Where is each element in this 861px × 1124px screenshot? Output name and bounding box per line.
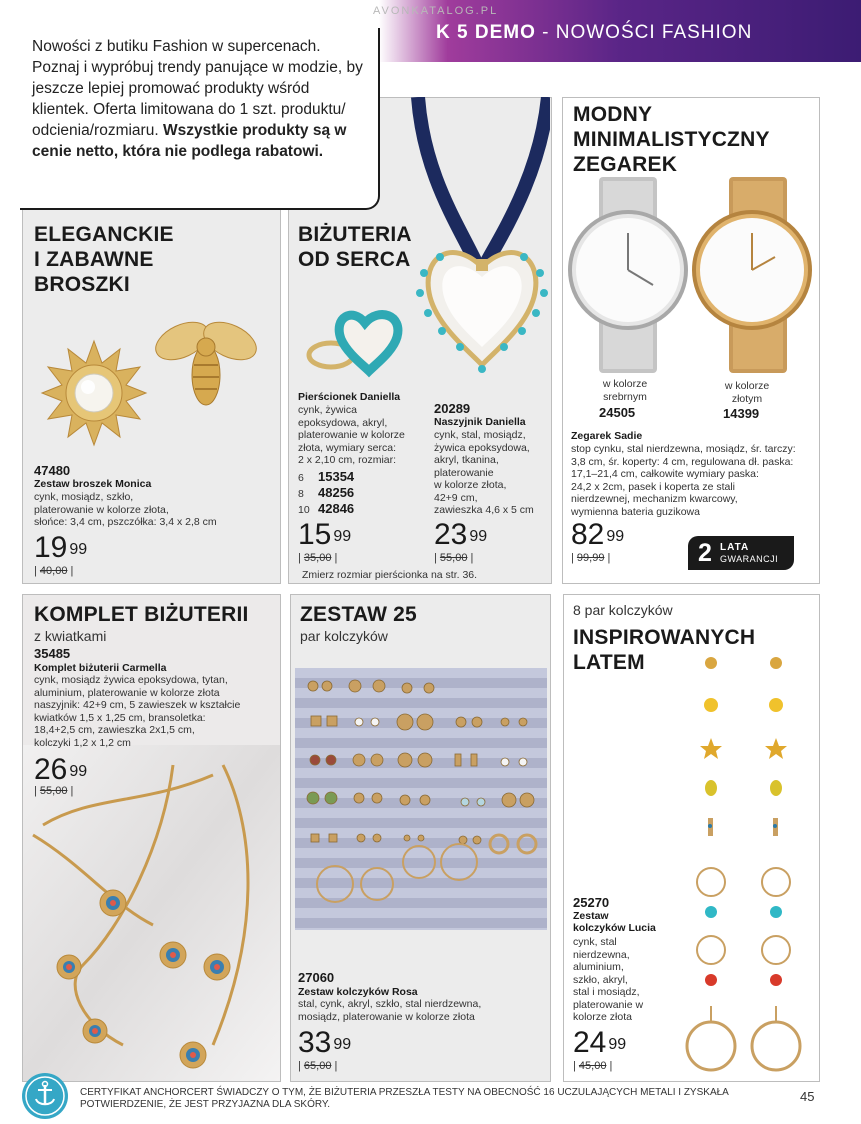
earrings8-desc-line3: aluminium, bbox=[573, 961, 624, 973]
intro-bold-text: Wszystkie produkty są w cenie netto, która nie podlega rabatowi. bbox=[32, 122, 347, 160]
warranty-badge bbox=[688, 536, 794, 570]
ring-desc-line5: 2 x 2,10 cm, rozmiar: bbox=[298, 454, 397, 466]
earrings25-desc bbox=[298, 998, 481, 1023]
ring-desc bbox=[298, 404, 405, 467]
ring-desc-line3: platerowanie w kolorze bbox=[298, 429, 405, 441]
earrings25-title: ZESTAW 25 bbox=[300, 603, 417, 626]
earrings8-desc-line5: stal i mosiądz, bbox=[573, 986, 640, 998]
ring-size-row bbox=[298, 468, 354, 484]
watch-price-main: 82 bbox=[571, 518, 605, 551]
ring-desc-line2: epoksydowa, akryl, bbox=[298, 416, 388, 429]
earrings8-name bbox=[573, 910, 656, 934]
earrings8-code: 25270 bbox=[573, 895, 610, 910]
necklace-price-cents: 99 bbox=[469, 528, 488, 545]
watermark: AVONKATALOG.PL bbox=[373, 5, 499, 17]
earrings25-old-price: | 65,00 | bbox=[298, 1060, 338, 1072]
necklace-desc-line7: zawieszka 4,6 x 5 cm bbox=[434, 504, 534, 516]
necklace-desc-line2: żywica epoksydowa, bbox=[434, 441, 530, 454]
watch-desc-line4: 24,2 x 2cm, pasek i koperta ze stali bbox=[571, 480, 735, 493]
earrings8-desc-line7: kolorze złota bbox=[573, 1011, 632, 1023]
ring-size-row bbox=[298, 484, 354, 500]
ring-old-price: | 35,00 | bbox=[298, 552, 338, 564]
necklace-price-main: 23 bbox=[434, 518, 468, 551]
heart-title-line2: OD SERCA bbox=[298, 248, 411, 271]
section-name: - NOWOŚCI FASHION bbox=[535, 22, 753, 43]
watch-desc-line2: 3,8 cm, śr. koperty: 4 cm, regulowana dł. paska: bbox=[571, 455, 794, 468]
earrings8-price-main: 24 bbox=[573, 1026, 607, 1059]
earrings25-name: Zestaw kolczyków Rosa bbox=[298, 986, 418, 998]
watch-silver-label-line2: srebrnym bbox=[603, 390, 647, 403]
earrings25-price-cents: 99 bbox=[333, 1036, 352, 1053]
necklace-desc bbox=[434, 429, 534, 517]
watch-desc-line5: nierdzewnej, mechanizm kwarcowy, bbox=[571, 493, 738, 505]
brooches-desc-line3: słońce: 3,4 cm, pszczółka: 3,4 x 2,8 cm bbox=[34, 516, 217, 528]
brooches-code: 47480 bbox=[34, 463, 71, 478]
set-desc-line2: aluminium, platerowanie w kolorze złota bbox=[34, 686, 220, 699]
watch-desc-line6: wymienna bateria guzikowa bbox=[571, 505, 700, 518]
ring-size-code: 15354 bbox=[318, 469, 355, 484]
ring-desc-line1: cynk, żywica bbox=[298, 404, 357, 416]
set-desc-line5: 18,4+2,5 cm, zawieszka 2x1,5 cm, bbox=[34, 724, 195, 736]
earrings25-old-price-value: 65,00 bbox=[303, 1060, 332, 1072]
anchorcert-logo-icon bbox=[22, 1073, 68, 1119]
brooches-title-line3: BROSZKI bbox=[34, 273, 130, 296]
earrings8-desc-line6: platerowanie w bbox=[573, 998, 644, 1011]
ring-sizes bbox=[298, 468, 354, 516]
watch-title-line1: MODNY bbox=[573, 103, 653, 126]
watch-price bbox=[571, 520, 624, 550]
ring-old-price-value: 35,00 bbox=[303, 552, 332, 564]
ring-price-cents: 99 bbox=[333, 528, 352, 545]
watch-gold-label-line2: złotym bbox=[731, 392, 763, 405]
brooches-price-main: 19 bbox=[34, 531, 68, 564]
watch-title-line3: ZEGAREK bbox=[573, 153, 678, 176]
brooches-old-price-value: 40,00 bbox=[39, 565, 68, 577]
ring-size: 8 bbox=[298, 488, 304, 500]
heart-necklace-image bbox=[400, 97, 550, 382]
ring-size: 6 bbox=[298, 472, 304, 484]
watch-silver-code: 24505 bbox=[599, 405, 636, 420]
set-old-price-value: 55,00 bbox=[39, 785, 68, 797]
watch-desc-line3: 17,1–21,4 cm, całkowite wymiary paska: bbox=[571, 468, 759, 480]
watch-price-cents: 99 bbox=[606, 528, 625, 545]
earrings8-title-line1: INSPIROWANYCH bbox=[573, 626, 756, 649]
ring-size-code: 48256 bbox=[318, 485, 355, 500]
earrings8-title-line2: LATEM bbox=[573, 651, 645, 674]
earrings8-desc bbox=[573, 936, 643, 1024]
brooches-title-line2: I ZABAWNE bbox=[34, 248, 154, 271]
earrings8-desc-line2: nierdzewna, bbox=[573, 948, 630, 961]
earrings8-old-price-value: 45,00 bbox=[578, 1060, 607, 1072]
brooches-old-price: | 40,00 | bbox=[34, 565, 74, 577]
intro-text: Nowości z butiku Fashion w supercenach. Poznaj i wypróbuj trendy panujące w modzie, by jeszcze lepiej promować produkty wśród klientek. Oferta limitowana do 1 szt. produktu/ odcienia/rozmiaru. bbox=[32, 38, 363, 139]
necklace-old-price: | 55,00 | bbox=[434, 552, 474, 564]
set-desc-line6: kolczyki 1,2 x 1,2 cm bbox=[34, 736, 131, 749]
brooches-title bbox=[34, 222, 174, 297]
brooches-desc bbox=[34, 491, 217, 529]
ring-size: 10 bbox=[298, 504, 310, 516]
warranty-badge-line2: GWARANCJI bbox=[720, 554, 779, 564]
earrings8-price bbox=[573, 1028, 626, 1058]
section-title bbox=[436, 22, 752, 44]
warranty-badge-line1: LATA bbox=[720, 542, 750, 553]
watches-image bbox=[565, 175, 815, 375]
set-desc-line3: naszyjnik: 42+9 cm, 5 zawieszek w kształcie bbox=[34, 699, 241, 711]
earrings8-desc-line1: cynk, stal bbox=[573, 936, 617, 948]
watch-gold-label-line1: w kolorze bbox=[724, 380, 770, 392]
footer-text: CERTYFIKAT ANCHORCERT ŚWIADCZY O TYM, ŻE BIŻUTERIA PRZESZŁA TESTY NA OBECNOŚĆ 16 UCZULAJĄCYCH METALI I ZYSKAŁA POTWIERDZENIE, ŻE JEST PRZYJAZNA DLA SKÓRY. bbox=[80, 1087, 729, 1110]
page-number: 45 bbox=[800, 1089, 815, 1104]
necklace-desc-line6: 42+9 cm, bbox=[434, 491, 478, 504]
section-code: K 5 DEMO bbox=[436, 22, 536, 43]
heart-title bbox=[298, 222, 412, 272]
ring-size-row bbox=[298, 500, 354, 516]
watch-gold-label bbox=[720, 380, 774, 405]
necklace-code: 20289 bbox=[434, 401, 471, 416]
ring-desc-line4: złota, wymiary serca: bbox=[298, 441, 397, 454]
set-price bbox=[34, 755, 87, 785]
brooches-price bbox=[34, 533, 87, 563]
earrings8-price-cents: 99 bbox=[608, 1036, 627, 1053]
set-subtitle: z kwiatkami bbox=[34, 628, 107, 644]
set-price-cents: 99 bbox=[69, 763, 88, 780]
necklace-old-price-value: 55,00 bbox=[439, 552, 468, 564]
set-desc-line1: cynk, mosiądz żywica epoksydowa, tytan, bbox=[34, 674, 228, 686]
necklace-desc-line4: platerowanie bbox=[434, 466, 494, 479]
set-desc-line4: kwiatków 1,5 x 1,25 cm, bransoletka: bbox=[34, 711, 206, 724]
earrings25-desc-line2: mosiądz, platerowanie w kolorze złota bbox=[298, 1010, 475, 1023]
watch-gold-code: 14399 bbox=[723, 406, 760, 421]
watch-title-line2: MINIMALISTYCZNY bbox=[573, 128, 770, 151]
set-code: 35485 bbox=[34, 646, 71, 661]
warranty-badge-number: 2 bbox=[698, 539, 712, 567]
set-title: KOMPLET BIŻUTERII bbox=[34, 603, 249, 626]
earrings8-desc-line4: szkło, akryl, bbox=[573, 973, 628, 986]
heart-ring-image bbox=[305, 295, 405, 385]
watch-desc-line1: stop cynku, stal nierdzewna, mosiądz, śr. tarczy: bbox=[571, 443, 796, 455]
watch-desc bbox=[571, 443, 796, 518]
earrings8-name-line1: Zestaw bbox=[573, 910, 609, 922]
ring-size-code: 42846 bbox=[318, 501, 355, 516]
earrings25-price bbox=[298, 1028, 351, 1058]
earrings25-code: 27060 bbox=[298, 970, 335, 985]
set-old-price: | 55,00 | bbox=[34, 785, 74, 797]
watch-name: Zegarek Sadie bbox=[571, 430, 643, 442]
watch-silver-label-line1: w kolorze bbox=[602, 378, 648, 390]
watch-old-price: | 99,99 | bbox=[571, 552, 611, 564]
set-name: Komplet biżuterii Carmella bbox=[34, 662, 167, 674]
earrings25-subtitle: par kolczyków bbox=[300, 628, 388, 644]
necklace-price bbox=[434, 520, 487, 550]
watch-silver-label bbox=[598, 378, 652, 403]
necklace-desc-line5: w kolorze złota, bbox=[434, 479, 507, 491]
ring-size-note: Zmierz rozmiar pierścionka na str. 36. bbox=[302, 569, 478, 581]
earrings25-image bbox=[295, 668, 547, 930]
necklace-desc-line3: akryl, tkanina, bbox=[434, 454, 499, 466]
ring-price-main: 15 bbox=[298, 518, 332, 551]
set-desc bbox=[34, 674, 240, 749]
watch-old-price-value: 99,99 bbox=[576, 552, 605, 564]
brooches-desc-line1: cynk, mosiądz, szkło, bbox=[34, 491, 134, 503]
earrings25-desc-line1: stal, cynk, akryl, szkło, stal nierdzewna, bbox=[298, 998, 482, 1010]
earrings8-old-price: | 45,00 | bbox=[573, 1060, 613, 1072]
brooches-desc-line2: platerowanie w kolorze złota, bbox=[34, 503, 169, 516]
watch-title bbox=[573, 102, 770, 177]
brooches-image bbox=[36, 305, 276, 455]
necklace-name: Naszyjnik Daniella bbox=[434, 416, 526, 428]
necklace-desc-line1: cynk, stal, mosiądz, bbox=[434, 429, 526, 441]
set-price-main: 26 bbox=[34, 753, 68, 786]
earrings8-image bbox=[680, 650, 805, 1078]
earrings8-pretitle: 8 par kolczyków bbox=[573, 602, 673, 618]
earrings8-name-line2: kolczyków Lucia bbox=[573, 922, 656, 934]
intro-box bbox=[20, 28, 380, 210]
ring-price bbox=[298, 520, 351, 550]
ring-name: Pierścionek Daniella bbox=[298, 391, 401, 403]
heart-title-line1: BIŻUTERIA bbox=[298, 223, 412, 246]
brooches-name: Zestaw broszek Monica bbox=[34, 478, 152, 490]
brooches-price-cents: 99 bbox=[69, 541, 88, 558]
earrings25-price-main: 33 bbox=[298, 1026, 332, 1059]
brooches-title-line1: ELEGANCKIE bbox=[34, 223, 174, 246]
